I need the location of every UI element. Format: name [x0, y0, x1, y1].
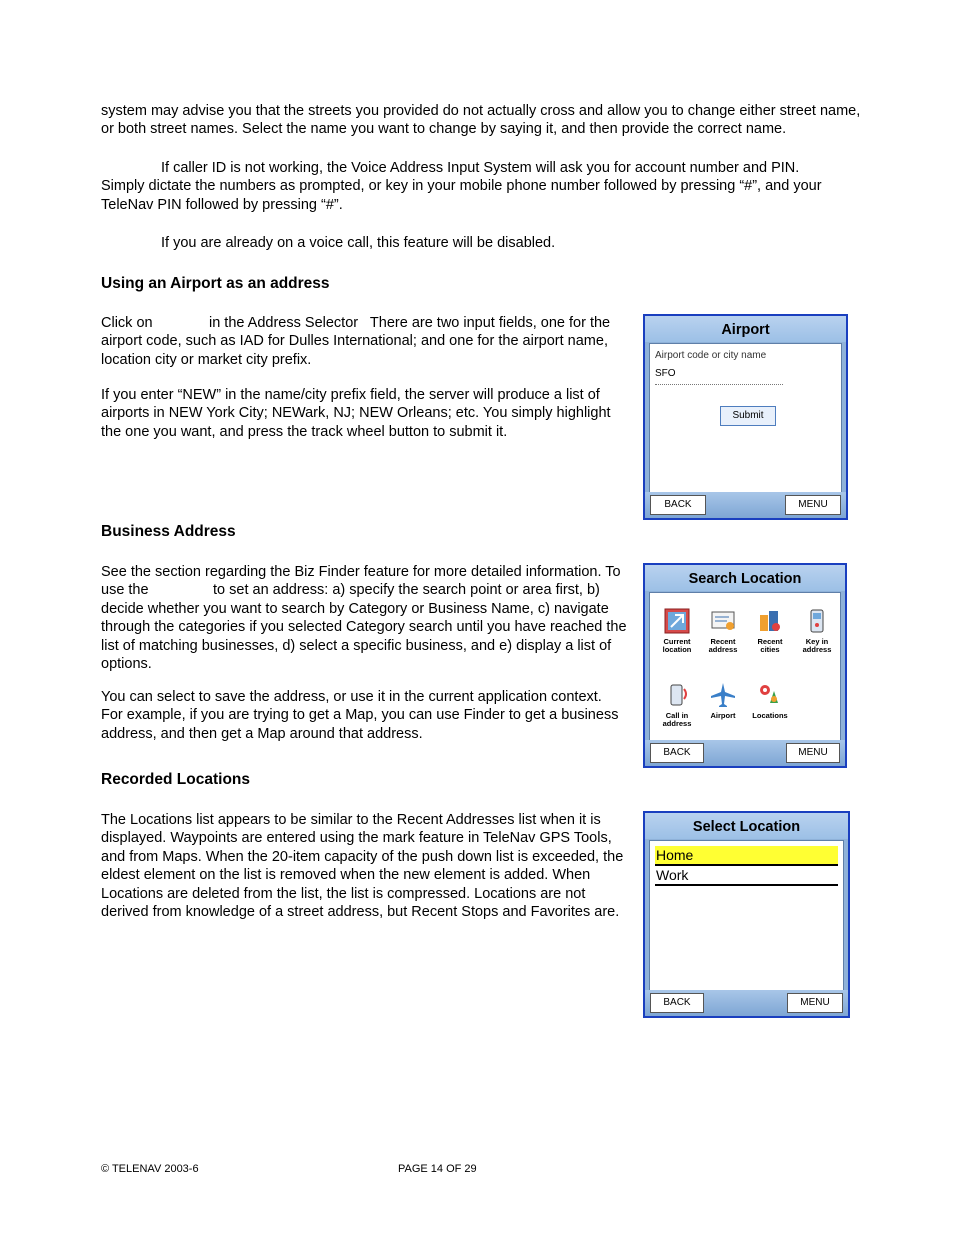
airport-heading: Using an Airport as an address — [101, 275, 330, 292]
airport-icon[interactable] — [700, 681, 746, 720]
icon-label: Recent — [757, 637, 783, 646]
business-paragraph-2: You can select to save the address, or use it in the current application context. For example, if you are trying to get a Map, you can use Finder to get a business address, and then get a Map around that address. — [101, 689, 619, 742]
icon-label: address — [708, 644, 738, 654]
icon-label: Call in — [665, 711, 689, 720]
icon-label: Recent — [710, 637, 736, 646]
icon-label: Key in — [805, 637, 829, 646]
footer-page-number: PAGE 14 OF 29 — [398, 1163, 477, 1175]
location-item-work[interactable]: Work — [655, 866, 838, 886]
select-location-screenshot — [643, 811, 850, 1018]
select-screen-body — [649, 840, 844, 991]
airport-field-value[interactable]: SFO — [655, 368, 676, 379]
recorded-heading: Recorded Locations — [101, 771, 250, 788]
key-in-address-icon[interactable] — [794, 607, 840, 653]
search-screen-title: Search Location — [645, 565, 845, 591]
icon-label: address — [662, 718, 692, 728]
locations-icon[interactable] — [747, 681, 793, 720]
menu-button[interactable]: MENU — [786, 743, 840, 763]
icon-label: location — [662, 644, 692, 654]
call-in-address-icon[interactable] — [654, 681, 700, 727]
airport-paragraph-1: Click on in the Address Selector There are two input fields, one for the airport code, such as IAD for Dulles International; and one for the airport name, location city or market city prefix. — [101, 315, 615, 368]
recent-cities-icon[interactable] — [747, 607, 793, 653]
select-screen-title: Select Location — [645, 813, 848, 839]
intro-paragraph-1: system may advise you that the streets you provided do not actually cross and allow you to change either street name, or both street names. Select the name you want to change by saying it, and then provide the correct name. — [101, 103, 861, 138]
airport-field-underline — [655, 384, 783, 385]
airport-screen-title: Airport — [645, 316, 846, 342]
airport-field-label: Airport code or city name — [655, 350, 767, 361]
back-button[interactable]: BACK — [650, 495, 706, 515]
icon-label: Airport — [710, 711, 736, 720]
select-softkey-bar — [645, 990, 848, 1016]
airport-softkey-bar — [645, 492, 846, 518]
back-button[interactable]: BACK — [650, 743, 704, 763]
airport-screen-body — [649, 343, 842, 493]
submit-button[interactable]: Submit — [720, 406, 776, 426]
search-softkey-bar — [645, 740, 845, 766]
search-location-screenshot — [643, 563, 847, 768]
recorded-paragraph-1: The Locations list appears to be similar to the Recent Addresses list when it is displayed. Waypoints are entered using the mark feature in TeleNav GPS Tools, and from Maps. When the 20-item capacity of the push down list is exceeded, the eldest element on the list is removed when the new element is added. When Locations are deleted from the list, the list is compressed. Locations are not derived from knowledge of a street address, but Recent Stops and Favorites are. — [101, 812, 624, 921]
location-item-home[interactable]: Home — [655, 846, 838, 866]
icon-label: cities — [760, 644, 780, 654]
icon-label: address — [802, 644, 832, 654]
business-heading: Business Address — [101, 523, 236, 540]
search-screen-body — [649, 592, 841, 741]
airport-paragraph-2: If you enter “NEW” in the name/city prefix field, the server will produce a list of airports in NEW York City; NEWark, NJ; NEW Orleans; etc. You simply highlight the one you want, and press the track wheel button to submit it. — [101, 387, 611, 440]
intro-paragraph-3: If you are already on a voice call, this feature will be disabled. — [161, 235, 556, 251]
business-paragraph-1: See the section regarding the Biz Finder feature for more detailed information. To use the to set an address: a) specify the search point or area first, b) decide whether you want to search by Category or Business Name, c) navigate through the categories if you selected Category search until you have reached the list of matching businesses, d) select a specific business, and e) display a list of options. — [101, 564, 631, 673]
menu-button[interactable]: MENU — [787, 993, 843, 1013]
menu-button[interactable]: MENU — [785, 495, 841, 515]
intro-paragraph-2: If caller ID is not working, the Voice Address Input System will ask you for account number and PIN. Simply dictate the numbers as prompted, or key in your mobile phone number followed by pressing “#”, and your TeleNav PIN followed by pressing “#”. — [101, 160, 822, 213]
airport-screenshot — [643, 314, 848, 520]
icon-label: Locations — [752, 711, 788, 720]
icon-label: Current — [663, 637, 691, 646]
footer-copyright: © TELENAV 2003-6 — [101, 1163, 199, 1175]
current-location-icon[interactable] — [654, 607, 700, 653]
back-button[interactable]: BACK — [650, 993, 704, 1013]
recent-address-icon[interactable] — [700, 607, 746, 653]
